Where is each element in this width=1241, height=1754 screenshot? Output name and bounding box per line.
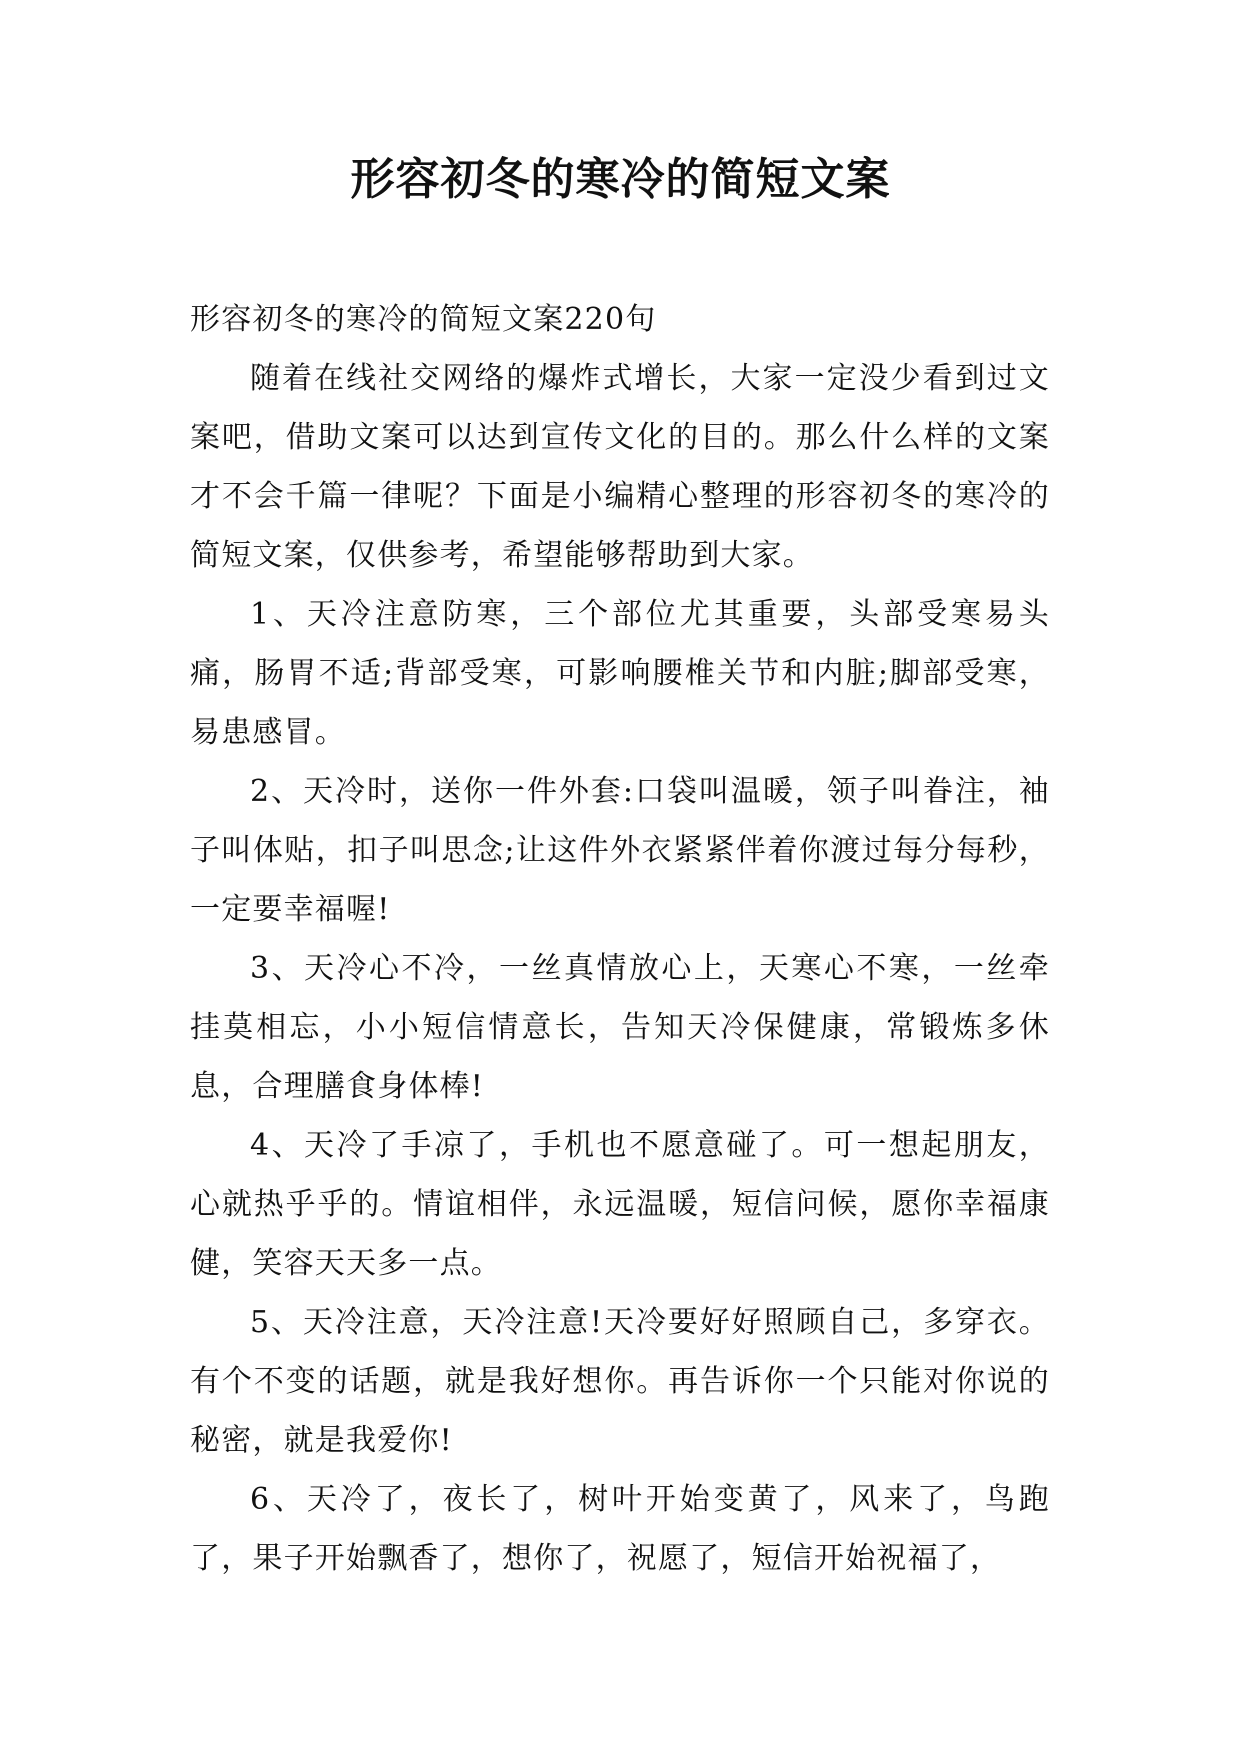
list-item: 6、天冷了，夜长了，树叶开始变黄了，风来了，鸟跑了，果子开始飘香了，想你了，祝愿了，短信开始祝福了，	[190, 1482, 1050, 1576]
document-subtitle: 形容初冬的寒冷的简短文案220句	[190, 302, 657, 337]
list-item: 1、天冷注意防寒，三个部位尤其重要，头部受寒易头痛，肠胃不适;背部受寒，可影响腰椎关节和内脏;脚部受寒，易患感冒。	[190, 597, 1050, 750]
intro-paragraph: 随着在线社交网络的爆炸式增长，大家一定没少看到过文案吧，借助文案可以达到宣传文化的目的。那么什么样的文案才不会千篇一律呢？下面是小编精心整理的形容初冬的寒冷的简短文案，仅供参考，希望能够帮助到大家。	[190, 361, 1050, 573]
list-item: 3、天冷心不冷，一丝真情放心上，天寒心不寒，一丝牵挂莫相忘，小小短信情意长，告知天冷保健康，常锻炼多休息，合理膳食身体棒!	[190, 951, 1050, 1104]
list-item: 4、天冷了手凉了，手机也不愿意碰了。可一想起朋友，心就热乎乎的。情谊相伴，永远温暖，短信问候，愿你幸福康健，笑容天天多一点。	[190, 1128, 1050, 1281]
page-title: 形容初冬的寒冷的简短文案	[350, 154, 891, 205]
list-item: 2、天冷时，送你一件外套:口袋叫温暖，领子叫眷注，袖子叫体贴，扣子叫思念;让这件外衣紧紧伴着你渡过每分每秒，一定要幸福喔!	[190, 774, 1050, 927]
document-body	[190, 290, 1050, 1588]
list-item: 5、天冷注意，天冷注意!天冷要好好照顾自己，多穿衣。有个不变的话题，就是我好想你。再告诉你一个只能对你说的秘密，就是我爱你!	[190, 1305, 1050, 1458]
